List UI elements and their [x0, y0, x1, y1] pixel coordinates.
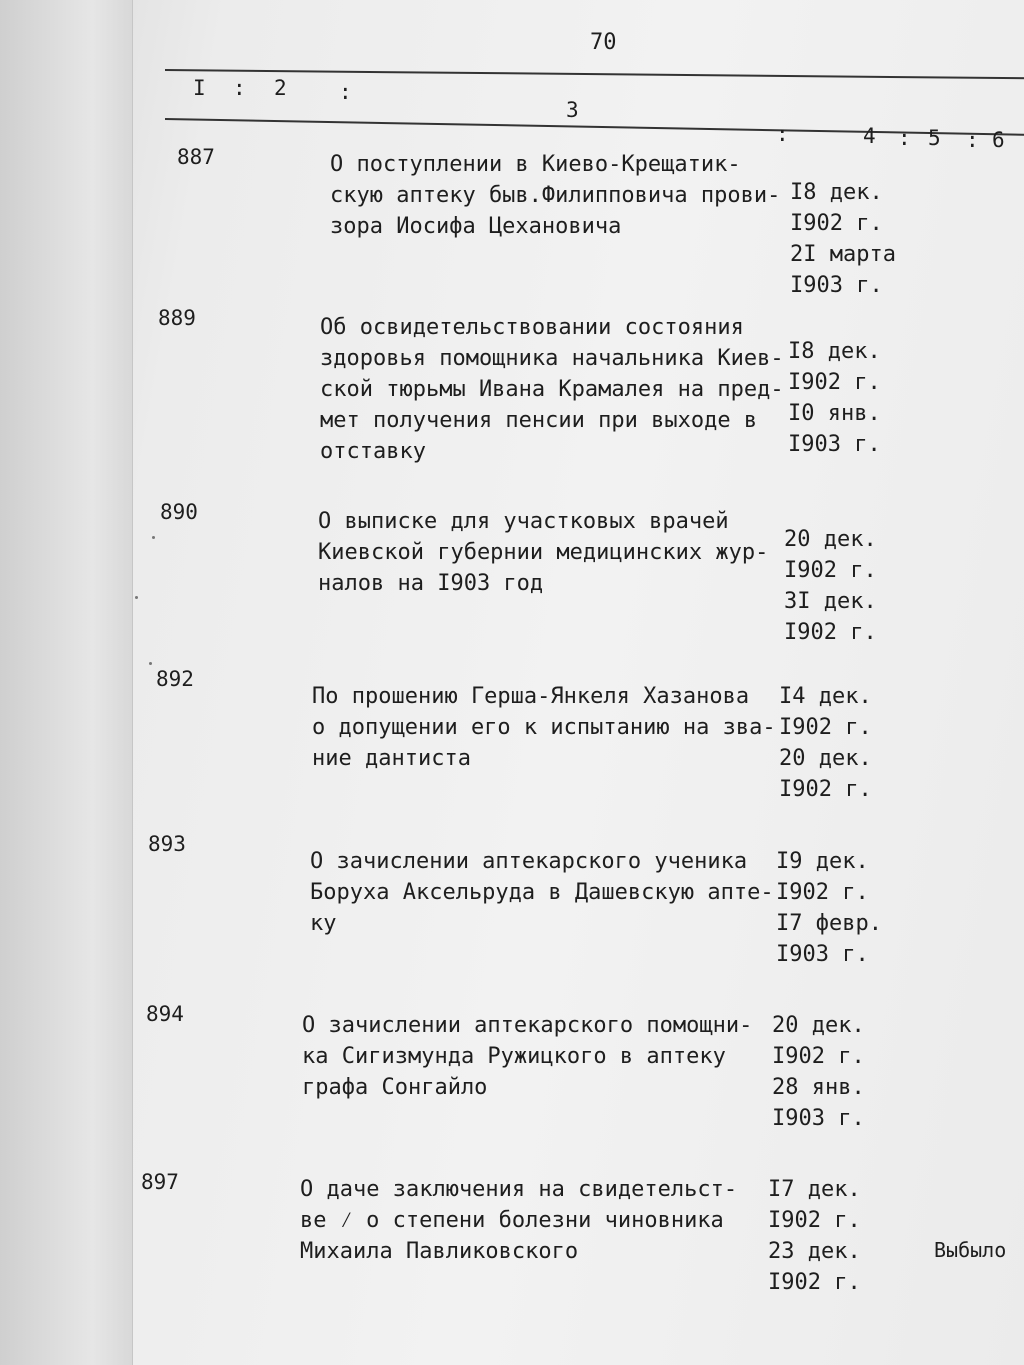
- header-col-4: 4: [863, 124, 876, 148]
- speck: [149, 662, 152, 665]
- record-dates: 20 дек. I902 г. 3I дек. I902 г.: [784, 527, 877, 645]
- header-separator: :: [776, 122, 789, 146]
- header-col-2: 2: [274, 76, 287, 100]
- header-separator: :: [233, 76, 246, 100]
- speck: [152, 536, 155, 539]
- record-dates: 20 дек. I902 г. 28 янв. I903 г.: [772, 1013, 865, 1131]
- record-dates: I9 дек. I902 г. I7 февр. I903 г.: [776, 849, 882, 967]
- record-number: 887: [177, 145, 215, 169]
- header-top-rule: [165, 69, 1024, 79]
- record-title: О даче заключения на свидетельст- ве ⁄ о степени болезни чиновника Михаила Павликовского: [300, 1177, 738, 1264]
- record-title: О выписке для участковых врачей Киевской губернии медицинских жур- налов на I903 год: [318, 509, 769, 596]
- record-note: Выбыло: [934, 1238, 1007, 1262]
- header-col-6: 6: [992, 128, 1005, 152]
- header-separator: :: [966, 128, 979, 152]
- record-number: 889: [158, 306, 196, 330]
- header-col-1: I: [193, 76, 206, 100]
- header-separator: :: [339, 80, 352, 104]
- record-dates: I8 дек. I902 г. 2I марта I903 г.: [790, 180, 896, 298]
- page-binding: [0, 0, 133, 1365]
- header-col-3: 3: [566, 98, 579, 122]
- record-title: О зачислении аптекарского ученика Боруха Аксельруда в Дашевскую апте- ку: [310, 849, 774, 936]
- record-dates: I8 дек. I902 г. I0 янв. I903 г.: [788, 339, 881, 457]
- header-separator: :: [898, 126, 911, 150]
- header-bottom-rule: [165, 118, 1024, 136]
- record-title: О зачислении аптекарского помощни- ка Сигизмунда Ружицкого в аптеку графа Сонгайло: [302, 1013, 753, 1100]
- page-number: 70: [590, 30, 617, 55]
- record-number: 892: [156, 667, 194, 691]
- record-number: 897: [141, 1170, 179, 1194]
- header-col-5: 5: [928, 126, 941, 150]
- speck: [135, 596, 138, 599]
- record-number: 890: [160, 500, 198, 524]
- record-title: По прошению Герша-Янкеля Хазанова о допущении его к испытанию на зва- ние дантиста: [312, 684, 776, 771]
- record-number: 893: [148, 832, 186, 856]
- record-title: О поступлении в Киево-Крещатик- скую аптеку быв.Филипповича прови- зора Иосифа Цехановича: [330, 152, 781, 239]
- record-dates: I7 дек. I902 г. 23 дек. I902 г.: [768, 1177, 861, 1295]
- record-number: 894: [146, 1002, 184, 1026]
- record-title: Об освидетельствовании состояния здоровья помощника начальника Киев- ской тюрьмы Ивана Крамалея на пред- мет получения пенсии при выходе в отставку: [320, 315, 784, 464]
- record-dates: I4 дек. I902 г. 20 дек. I902 г.: [779, 684, 872, 802]
